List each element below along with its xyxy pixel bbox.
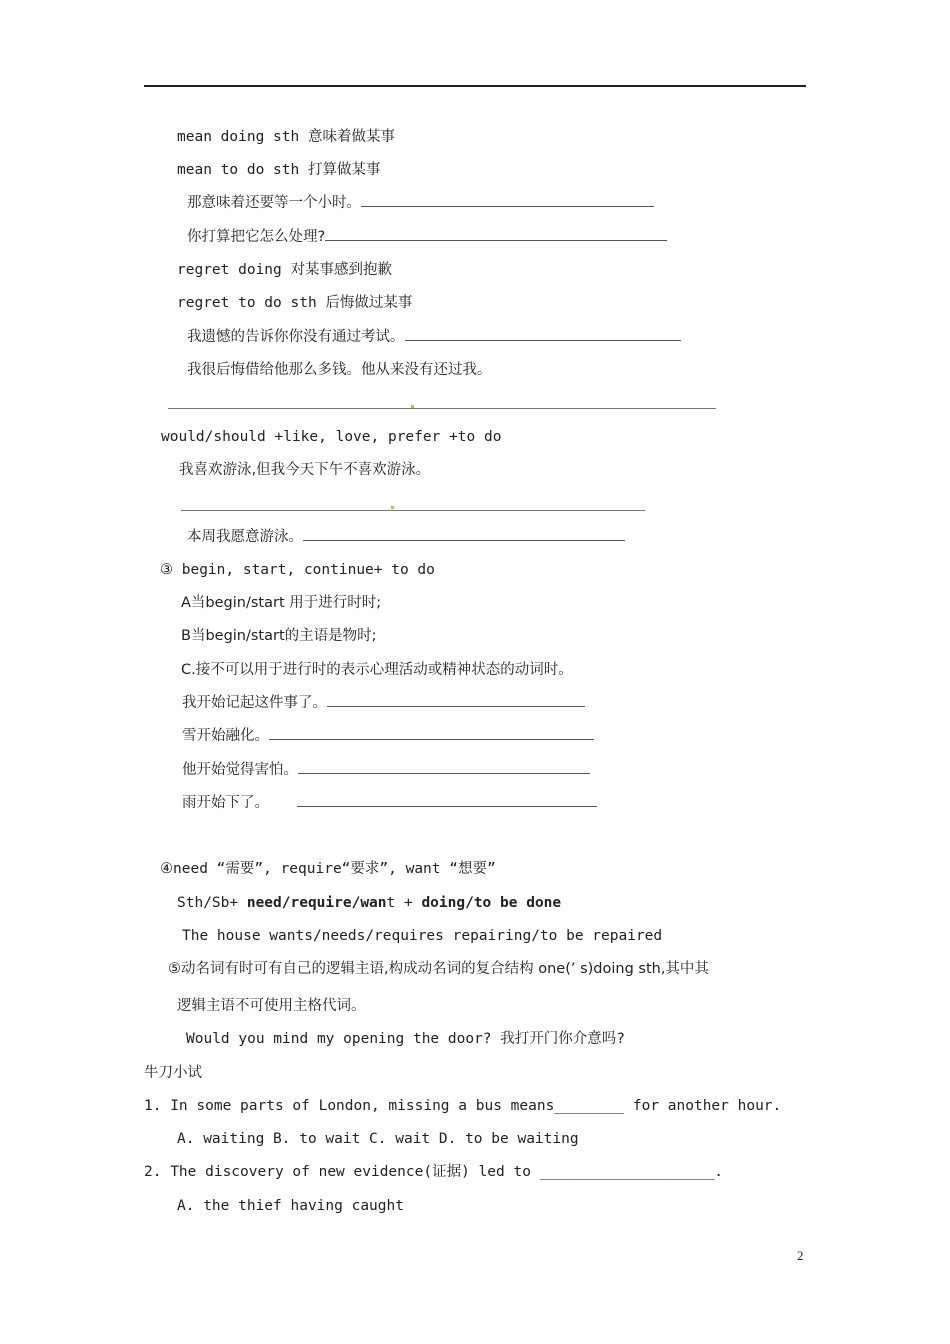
answer-blank[interactable] (325, 228, 667, 241)
line-mean-doing: mean doing sth 意味着做某事 (177, 129, 395, 145)
exercise-line-6 (187, 528, 625, 546)
section-5-example: Would you mind my opening the door? 我打开门你介意吗? (186, 1031, 625, 1047)
exercise-line-10 (182, 794, 597, 812)
marker-dot (391, 506, 394, 509)
need-rule (177, 894, 561, 912)
exercise-prompt: 他开始觉得害怕。 (182, 762, 298, 778)
answer-blank[interactable] (361, 194, 654, 207)
exercise-prompt: 雪开始融化。 (182, 728, 269, 744)
answer-blank[interactable] (297, 794, 597, 807)
answer-blank[interactable] (327, 694, 585, 707)
question-2-option-a: A. the thief having caught (177, 1198, 404, 1214)
exercise-prompt-4: 我很后悔借给他那么多钱。他从来没有还过我。 (187, 362, 492, 378)
marker-dot (411, 405, 414, 408)
answer-blank-long[interactable] (168, 408, 716, 409)
rule-b: B当begin/start的主语是物时; (181, 628, 377, 644)
rule-a: A当begin/start 用于进行时时; (181, 595, 382, 611)
question-2: 2. The discovery of new evidence(证据) led to ____________________. (144, 1164, 723, 1180)
answer-blank[interactable] (303, 528, 625, 541)
exercise-line-8 (182, 727, 594, 745)
exercise-prompt: 你打算把它怎么处理? (187, 229, 326, 245)
exercise-prompt: 雨开始下了。 (182, 795, 269, 811)
need-example: The house wants/needs/requires repairing/to be repaired (182, 928, 663, 944)
section-5-heading: ⑤动名词有时可有自己的逻辑主语,构成动名词的复合结构 one(’ s)doing sth,其中其 (168, 961, 709, 977)
exercise-prompt: 本周我愿意游泳。 (187, 529, 303, 545)
section-4-heading: ④need “需要”, require“要求”, want “想要” (160, 861, 496, 877)
line-mean-to-do: mean to do sth 打算做某事 (177, 162, 381, 178)
answer-blank[interactable] (269, 727, 594, 740)
section-5-continued: 逻辑主语不可使用主格代词。 (177, 998, 366, 1014)
exercise-prompt-5: 我喜欢游泳,但我今天下午不喜欢游泳。 (179, 462, 431, 478)
line-would-should: would/should +like, love, prefer +to do (161, 429, 502, 445)
exercise-prompt: 那意味着还要等一个小时。 (187, 195, 361, 211)
exercise-line-3 (187, 328, 681, 346)
line-regret-to-do: regret to do sth 后悔做过某事 (177, 295, 413, 311)
exercise-line-7 (182, 694, 585, 712)
rule-c: C.接不可以用于进行时的表示心理活动或精神状态的动词时。 (181, 662, 573, 678)
exercise-prompt: 我开始记起这件事了。 (182, 695, 327, 711)
rule-text: t + (386, 895, 422, 911)
rule-text-bold: need/require/wan (246, 895, 387, 911)
rule-text: Sth/Sb+ (177, 895, 247, 911)
exercise-line-9 (182, 761, 590, 779)
line-regret-doing: regret doing 对某事感到抱歉 (177, 262, 392, 278)
exercise-line-1 (187, 194, 654, 212)
page-number: 2 (797, 1248, 804, 1263)
answer-blank[interactable] (298, 761, 590, 774)
header-rule (144, 85, 806, 87)
quiz-heading: 牛刀小试 (144, 1065, 202, 1081)
question-1-options: A. waiting B. to wait C. wait D. to be waiting (177, 1131, 579, 1147)
section-3-heading: ③ begin, start, continue+ to do (160, 562, 435, 578)
question-1: 1. In some parts of London, missing a bus means________ for another hour. (144, 1098, 782, 1114)
exercise-prompt: 我遗憾的告诉你你没有通过考试。 (187, 329, 405, 345)
answer-blank[interactable] (405, 328, 681, 341)
rule-text-bold: doing/to be done (421, 895, 562, 911)
answer-blank-long[interactable] (181, 510, 645, 511)
exercise-line-2 (187, 228, 667, 246)
